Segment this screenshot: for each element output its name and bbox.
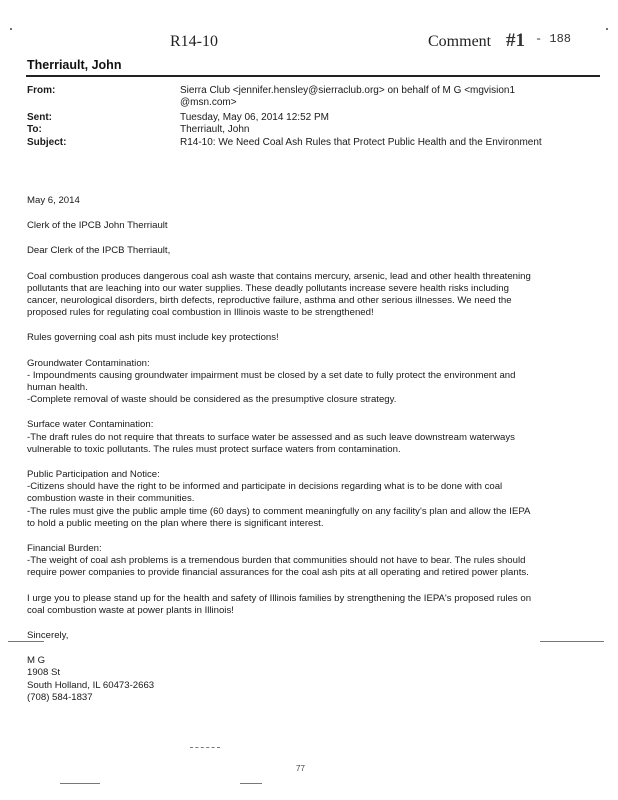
from-label: From: <box>27 85 56 96</box>
header-divider <box>26 75 600 77</box>
scan-mark-footer-mid <box>240 783 262 784</box>
comment-number-suffix: - 188 <box>535 32 572 46</box>
rules-intro: Rules governing coal ash pits must include key protections! <box>27 332 279 344</box>
letter-intro-paragraph: Coal combustion produces dangerous coal ash waste that contains mercury, arsenic, lead and other health threatening pollutants that are leaching into our water supplies. These deadly pollutants increase severe health risks including cancer, neurological disorders, birth defects, reproductive failure, asthma and other serious illnesses. We need the proposed rules for regulating coal combustion in Illinois waste to be strengthened! <box>27 270 531 319</box>
letter-date: May 6, 2014 <box>27 195 80 206</box>
comment-label: Comment <box>428 33 492 50</box>
from-value-line2: @msn.com> <box>180 97 237 108</box>
scan-speck-top-right <box>606 28 608 30</box>
groundwater-section: Groundwater Contamination: - Impoundments causing groundwater impairment must be closed by a set date to fully protect the environment and human health. -Complete removal of waste should be considered as the presumptive closure strategy. <box>27 357 516 406</box>
subject-value: R14-10: We Need Coal Ash Rules that Protect Public Health and the Environment <box>180 137 542 148</box>
scan-mark-right <box>540 641 604 642</box>
letter-addressee: Clerk of the IPCB John Therriault <box>27 220 168 232</box>
financial-burden-section: Financial Burden: -The weight of coal ash problems is a tremendous burden that communities should not have to bear. The rules should require power companies to provide financial assurances for the coal ash pits at all operating and retired power plants. <box>27 543 529 579</box>
from-value-line1: Sierra Club <jennifer.hensley@sierraclub.org> on behalf of M G <mgvision1 <box>180 85 516 96</box>
docket-number: R14-10 <box>170 33 218 50</box>
scan-speck-top <box>10 28 12 30</box>
comment-number: #1 <box>506 30 525 51</box>
surface-water-section: Surface water Contamination: -The draft rules do not require that threats to surface water be assessed and as such leave downstream waterways vulnerable to toxic pollutants. The rules must protect surface waters from contamination. <box>27 419 515 455</box>
closing-request: I urge you to please stand up for the health and safety of Illinois families by strengthening the IEPA's proposed rules on coal combustion waste at power plants in Illinois! <box>27 592 532 616</box>
recipient-name: Therriault, John <box>27 58 122 72</box>
sent-label: Sent: <box>27 112 52 123</box>
to-label: To: <box>27 124 42 135</box>
scan-mark-footer-left <box>60 783 100 784</box>
signature-block: M G 1908 St South Holland, IL 60473-2663 (708) 584-1837 <box>27 655 155 703</box>
signoff: Sincerely, <box>27 630 69 642</box>
page-number: 77 <box>296 764 305 773</box>
letter-body <box>27 195 587 704</box>
to-value: Therriault, John <box>180 124 250 135</box>
public-participation-section: Public Participation and Notice: -Citizens should have the right to be informed and participate in decisions regarding what is to be done with coal combustion waste in their communities. -The rules must give the public ample time (60 days) to comment meaningfully on any facility's plan and allow the IEPA to hold a public meeting on the plan where there is significant interest. <box>27 469 531 529</box>
scan-mark-bottom <box>190 747 220 748</box>
sent-value: Tuesday, May 06, 2014 12:52 PM <box>180 112 329 123</box>
subject-label: Subject: <box>27 137 67 148</box>
letter-salutation: Dear Clerk of the IPCB Therriault, <box>27 245 171 257</box>
scan-mark-left <box>8 641 44 642</box>
